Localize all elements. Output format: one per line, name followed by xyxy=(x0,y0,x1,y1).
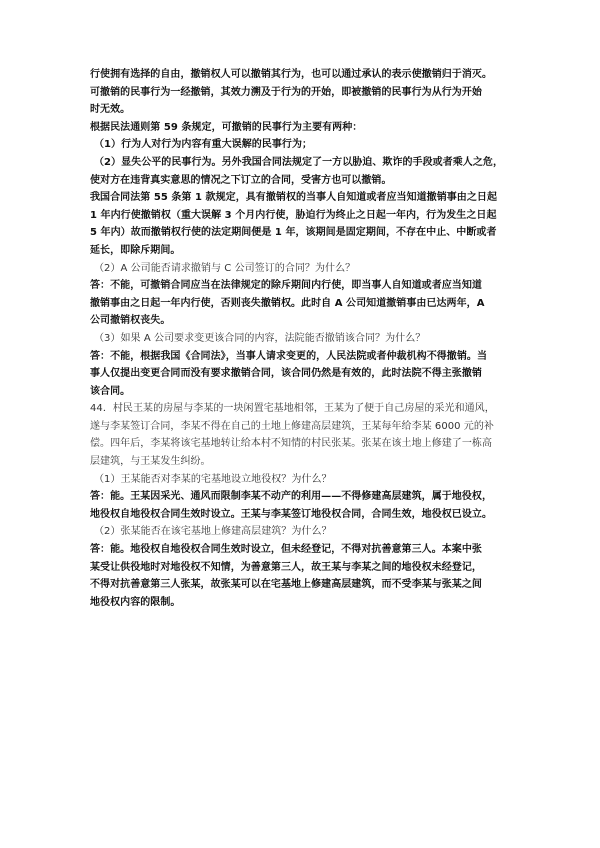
text-line: （1）行为人对行为内容有重大误解的民事行为； xyxy=(94,139,313,151)
text-line: 事人仅提出变更合同而没有要求撤销合同，该合同仍然是有效的，此时法院不得主张撤销 xyxy=(90,368,482,380)
text-line: （3）如果 A 公司要求变更该合同的内容，法院能否撤销该合同？为什么？ xyxy=(94,332,426,344)
text-line: 延长，即除斥期间。 xyxy=(90,244,181,256)
text-line: 答：不能，根据我国《合同法》，当事人请求变更的，人民法院或者仲裁机构不得撤销。当 xyxy=(90,350,487,362)
text-line: 答：不能，可撤销合同应当在法律规定的除斥期间内行使，即当事人自知道或者应当知道 xyxy=(90,280,482,292)
text-line: 答：能。地役权自地役权合同生效时设立，但未经登记，不得对抗善意第三人。本案中张 xyxy=(90,544,482,556)
text-line: 不得对抗善意第三人张某，故张某可以在宅基地上修建高层建筑，而不受李某与张某之间 xyxy=(90,579,482,591)
text-line: 遂与李某签订合同，李某不得在自己的土地上修建高层建筑，王某每年给李某 6000 元的补 xyxy=(90,420,494,432)
text-line: 根据民法通则第 59 条规定，可撤销的民事行为主要有两种： xyxy=(90,121,363,133)
text-line: 时无效。 xyxy=(90,104,131,116)
text-line: 地役权内容的限制。 xyxy=(90,596,181,608)
text-line: 层建筑，与王某发生纠纷。 xyxy=(90,456,211,468)
text-line: 公司撤销权丧失。 xyxy=(90,315,171,327)
text-line: 5 年内）故而撤销权行使的法定期间便是 1 年，该期间是固定期间，不存在中止、中断或者 xyxy=(90,227,497,239)
text-line: （2）显失公平的民事行为。另外我国合同法规定了一方以胁迫、欺诈的手段或者乘人之危， xyxy=(94,156,504,168)
text-line: 44．村民王某的房屋与李某的一块闲置宅基地相邻，王某为了便于自己房屋的采光和通风， xyxy=(90,403,495,415)
text-line: 使对方在违背真实意思的情况之下订立的合同，受害方也可以撤销。 xyxy=(90,174,392,186)
text-line: 撤销事由之日起一年内行使，否则丧失撤销权。此时自 A 公司知道撤销事由已达两年，A xyxy=(90,297,485,309)
text-line: 某受让供役地时对地役权不知情，为善意第三人，故王某与李某之间的地役权未经登记， xyxy=(90,561,482,573)
text-line: 可撤销的民事行为一经撤销，其效力溯及于行为的开始，即被撤销的民事行为从行为开始 xyxy=(90,86,482,98)
text-line: （1）王某能否对李某的宅基地设立地役权？为什么？ xyxy=(94,473,332,485)
text-line: 我国合同法第 55 条第 1 款规定，具有撤销权的当事人自知道或者应当知道撤销事由之日起 xyxy=(90,192,497,204)
document-body xyxy=(90,66,516,611)
text-line: 行使拥有选择的自由，撤销权人可以撤销其行为，也可以通过承认的表示使撤销归于消灭。 xyxy=(90,69,492,80)
text-line: （2）张某能否在该宅基地上修建高层建筑？为什么？ xyxy=(94,526,332,538)
text-line: 答：能。王某因采光、通风而限制李某不动产的利用——不得修建高层建筑，属于地役权， xyxy=(90,491,492,503)
text-line: 1 年内行使撤销权（重大误解 3 个月内行使，胁迫行为终止之日起一年内，行为发生之日起 xyxy=(90,209,497,221)
text-line: （2）A 公司能否请求撤销与 C 公司签订的合同？为什么？ xyxy=(94,262,356,274)
text-line: 地役权自地役权合同生效时设立。王某与李某签订地役权合同，合同生效，地役权已设立。 xyxy=(90,508,492,520)
text-line: 偿。四年后，李某将该宅基地转让给本村不知情的村民张某。张某在该土地上修建了一栋高 xyxy=(90,438,492,450)
text-line: 该合同。 xyxy=(90,385,131,397)
